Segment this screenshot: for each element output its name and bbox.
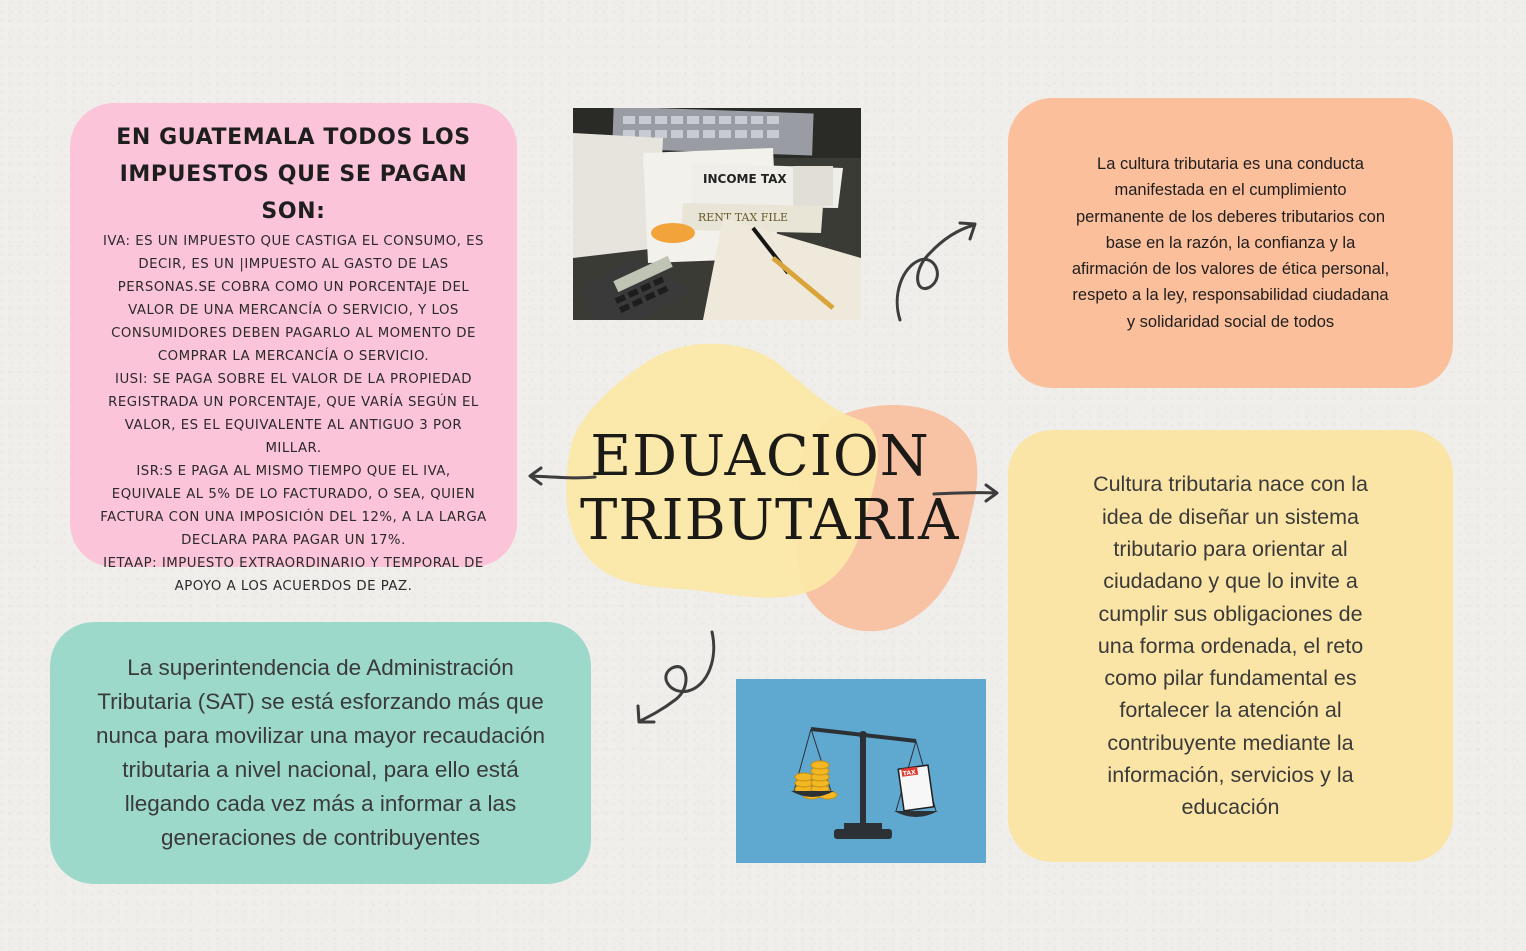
center-title	[580, 424, 960, 553]
taxes-title-line2: IMPUESTOS QUE SE PAGAN SON:	[119, 162, 468, 224]
definition-text: La cultura tributaria es una conducta manifestada en el cumplimiento permanente de los deberes tributarios con base en la razón, la confianza y la afirmación de los valores de ética personal, respeto a la ley, responsabilidad ciudadana y solidaridad social de todos	[1071, 154, 1390, 331]
iva-text: IVA: ES UN IMPUESTO QUE CASTIGA EL CONSUMO, ES DECIR, ES UN |IMPUESTO AL GASTO DE LAS PERSONAS.SE COBRA COMO UN PORCENTAJE DEL VALOR DE UNA MERCANCÍA O SERVICIO, Y LOS CONSUMIDORES DEBEN PAGARLO AL MOMENTO DE COMPRAR LA MERCANCÍA O SERVICIO.	[103, 234, 484, 364]
ietaap-text: IETAAP: IMPUESTO EXTRAORDINARIO Y TEMPORAL DE APOYO A LOS ACUERDOS DE PAZ.	[103, 556, 484, 594]
sat-card	[50, 622, 591, 884]
curly-arrow-down-left-icon	[630, 628, 725, 728]
iusi-text: IUSI: SE PAGA SOBRE EL VALOR DE LA PROPIEDAD REGISTRADA UN PORCENTAJE, QUE VARÍA SEGÚN EL VALOR, ES EL EQUIVALENTE AL ANTIGUO 3 POR MILLAR.	[108, 372, 479, 456]
definition-card	[1008, 98, 1453, 388]
center-title-line2: TRIBUTARIA	[580, 488, 960, 553]
arrow-right-icon	[930, 482, 1005, 507]
photo-label-rent-tax: RENT TAX FILE	[698, 211, 789, 224]
photo-label-income-tax: INCOME TAX	[703, 172, 787, 186]
taxes-card	[70, 103, 517, 594]
isr-text: ISR:S E PAGA AL MISMO TIEMPO QUE EL IVA, EQUIVALE AL 5% DE LO FACTURADO, O SEA, QUIEN FACTURA CON UNA IMPOSICIÓN DEL 12%, A LA LARGA DECLARA PARA PAGAR UN 17%.	[100, 464, 487, 548]
sat-text: La superintendencia de Administración Tributaria (SAT) se está esforzando más que nunca para movilizar una mayor recaudación tributaria a nivel nacional, para ello está llegando cada vez más a informar a las generaciones de contribuyentes	[96, 655, 545, 850]
curly-arrow-up-right-icon	[890, 215, 990, 325]
center-title-line1: EDUACION	[590, 424, 930, 489]
arrow-left-icon	[525, 465, 600, 490]
taxes-title-line1: EN GUATEMALA TODOS LOS	[116, 125, 471, 150]
tax-documents-photo	[573, 108, 861, 320]
origin-text: Cultura tributaria nace con la idea de diseñar un sistema tributario para orientar al ciudadano y que lo invite a cumplir sus obligaciones de una forma ordenada, el reto como pilar fundamental es fortalecer la atención al contribuyente mediante la información, servicios y la educación	[1093, 472, 1368, 820]
origin-card	[1008, 430, 1453, 862]
balance-scale-image	[736, 679, 986, 863]
taxes-card-title	[84, 119, 503, 230]
tax-label: TAX	[902, 768, 917, 778]
